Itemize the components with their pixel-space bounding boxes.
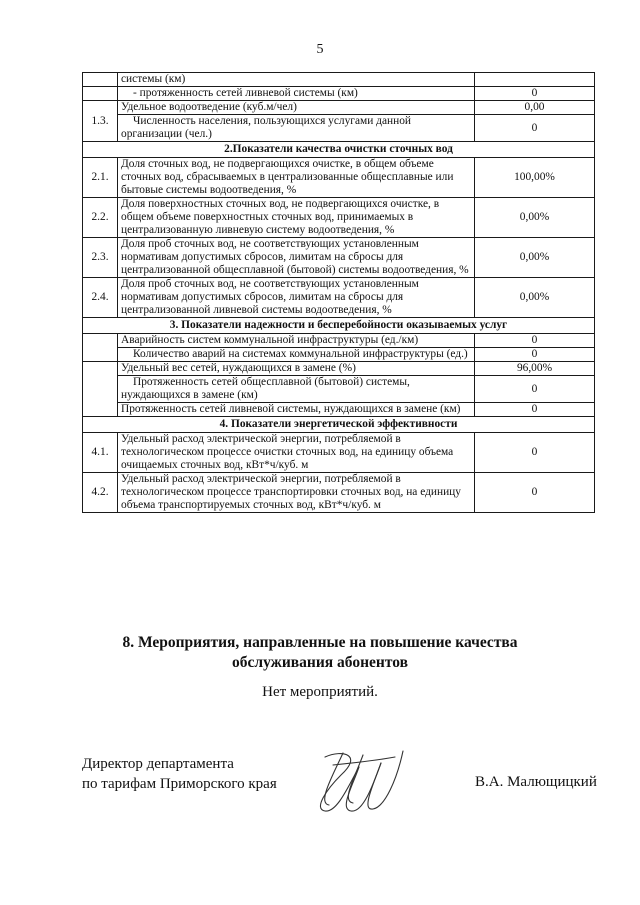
indicator-value: 0,00% bbox=[475, 198, 595, 238]
indicator-name: Удельное водоотведение (куб.м/чел) bbox=[118, 101, 475, 115]
indicator-value: 0 bbox=[475, 473, 595, 513]
indicator-name: Удельный вес сетей, нуждающихся в замене (%) bbox=[118, 362, 475, 376]
section-8-heading-line1: 8. Мероприятия, направленные на повышение качества bbox=[122, 634, 518, 651]
indicator-name: Доля проб сточных вод, не соответствующих установленным нормативам допустимых сбросов, лимитам на сбросы для централизованной ливневой системы водоотведения, % bbox=[118, 278, 475, 318]
indicator-value: 0 bbox=[475, 403, 595, 417]
indicator-name: Протяженность сетей общесплавной (бытовой) системы, нуждающихся в замене (км) bbox=[118, 376, 475, 403]
indicator-name: Аварийность систем коммунальной инфраструктуры (ед./км) bbox=[118, 334, 475, 348]
indicator-name: Численность населения, пользующихся услугами данной организации (чел.) bbox=[118, 115, 475, 142]
indicator-value: 0 bbox=[475, 376, 595, 403]
indicator-value: 96,00% bbox=[475, 362, 595, 376]
table-row bbox=[83, 198, 595, 238]
indicator-name: Количество аварий на системах коммунальной инфраструктуры (ед.) bbox=[118, 348, 475, 362]
section-title: 3. Показатели надежности и бесперебойности оказываемых услуг bbox=[83, 318, 595, 334]
table-row bbox=[83, 101, 595, 115]
indicator-name: Доля поверхностных сточных вод, не подвергающихся очистке, в общем объеме поверхностных сточных вод, принимаемых в централизованную ливневую систему водоотведения, % bbox=[118, 198, 475, 238]
table-row bbox=[83, 473, 595, 513]
indicator-value: 0,00 bbox=[475, 101, 595, 115]
indicator-name: системы (км) bbox=[118, 73, 475, 87]
no-measures-text: Нет мероприятий. bbox=[262, 684, 378, 700]
table-row bbox=[83, 278, 595, 318]
indicator-value: 0 bbox=[475, 334, 595, 348]
page-number: 5 bbox=[316, 42, 324, 57]
handwritten-signature bbox=[303, 745, 413, 825]
table-row bbox=[83, 433, 595, 473]
row-number bbox=[83, 87, 118, 101]
table-row bbox=[83, 158, 595, 198]
indicator-name: Доля проб сточных вод, не соответствующих установленным нормативам допустимых сбросов, лимитам на сбросы для централизованной общесплавной (бытовой) системы водоотведения, % bbox=[118, 238, 475, 278]
signer-position-line1: Директор департамента bbox=[82, 756, 234, 772]
indicator-value: 100,00% bbox=[475, 158, 595, 198]
row-number: 1.3. bbox=[83, 101, 118, 142]
indicator-name: Доля сточных вод, не подвергающихся очистке, в общем объеме сточных вод, сбрасываемых в централизованные общесплавные или бытовые системы водоотведения, % bbox=[118, 158, 475, 198]
indicators-table-body bbox=[83, 73, 595, 513]
table-row bbox=[83, 238, 595, 278]
row-number: 4.2. bbox=[83, 473, 118, 513]
table-row bbox=[83, 403, 595, 417]
table-row bbox=[83, 348, 595, 362]
row-number bbox=[83, 73, 118, 87]
indicator-value: 0 bbox=[475, 433, 595, 473]
table-section-header bbox=[83, 417, 595, 433]
signer-name: В.А. Малющицкий bbox=[475, 774, 597, 790]
table-section-header bbox=[83, 318, 595, 334]
table-row bbox=[83, 87, 595, 101]
indicator-value: 0,00% bbox=[475, 238, 595, 278]
indicator-value: 0,00% bbox=[475, 278, 595, 318]
section-8-heading-line2: обслуживания абонентов bbox=[232, 654, 408, 671]
table-row bbox=[83, 73, 595, 87]
section-title: 4. Показатели энергетической эффективности bbox=[83, 417, 595, 433]
row-number: 4.1. bbox=[83, 433, 118, 473]
indicator-name: Протяженность сетей ливневой системы, нуждающихся в замене (км) bbox=[118, 403, 475, 417]
row-number bbox=[83, 362, 118, 417]
indicator-value: 0 bbox=[475, 115, 595, 142]
indicators-table bbox=[82, 72, 595, 513]
signer-position bbox=[82, 754, 277, 794]
table-row bbox=[83, 115, 595, 142]
table-section-header bbox=[83, 142, 595, 158]
row-number: 2.2. bbox=[83, 198, 118, 238]
signer-position-line2: по тарифам Приморского края bbox=[82, 776, 277, 792]
table-row bbox=[83, 376, 595, 403]
section-title: 2.Показатели качества очистки сточных вод bbox=[83, 142, 595, 158]
section-8-heading bbox=[0, 633, 640, 673]
row-number bbox=[83, 334, 118, 362]
indicator-name: Удельный расход электрической энергии, потребляемой в технологическом процессе очистки сточных вод, на единицу объема очищаемых сточных вод, кВт*ч/куб. м bbox=[118, 433, 475, 473]
row-number: 2.4. bbox=[83, 278, 118, 318]
table-row bbox=[83, 334, 595, 348]
indicator-value: 0 bbox=[475, 87, 595, 101]
indicator-name: - протяженность сетей ливневой системы (км) bbox=[118, 87, 475, 101]
table-row bbox=[83, 362, 595, 376]
indicator-value: 0 bbox=[475, 348, 595, 362]
row-number: 2.3. bbox=[83, 238, 118, 278]
row-number: 2.1. bbox=[83, 158, 118, 198]
indicator-name: Удельный расход электрической энергии, потребляемой в технологическом процессе транспортировки сточных вод, на единицу объема транспортируемых сточных вод, кВт*ч/куб. м bbox=[118, 473, 475, 513]
indicator-value bbox=[475, 73, 595, 87]
